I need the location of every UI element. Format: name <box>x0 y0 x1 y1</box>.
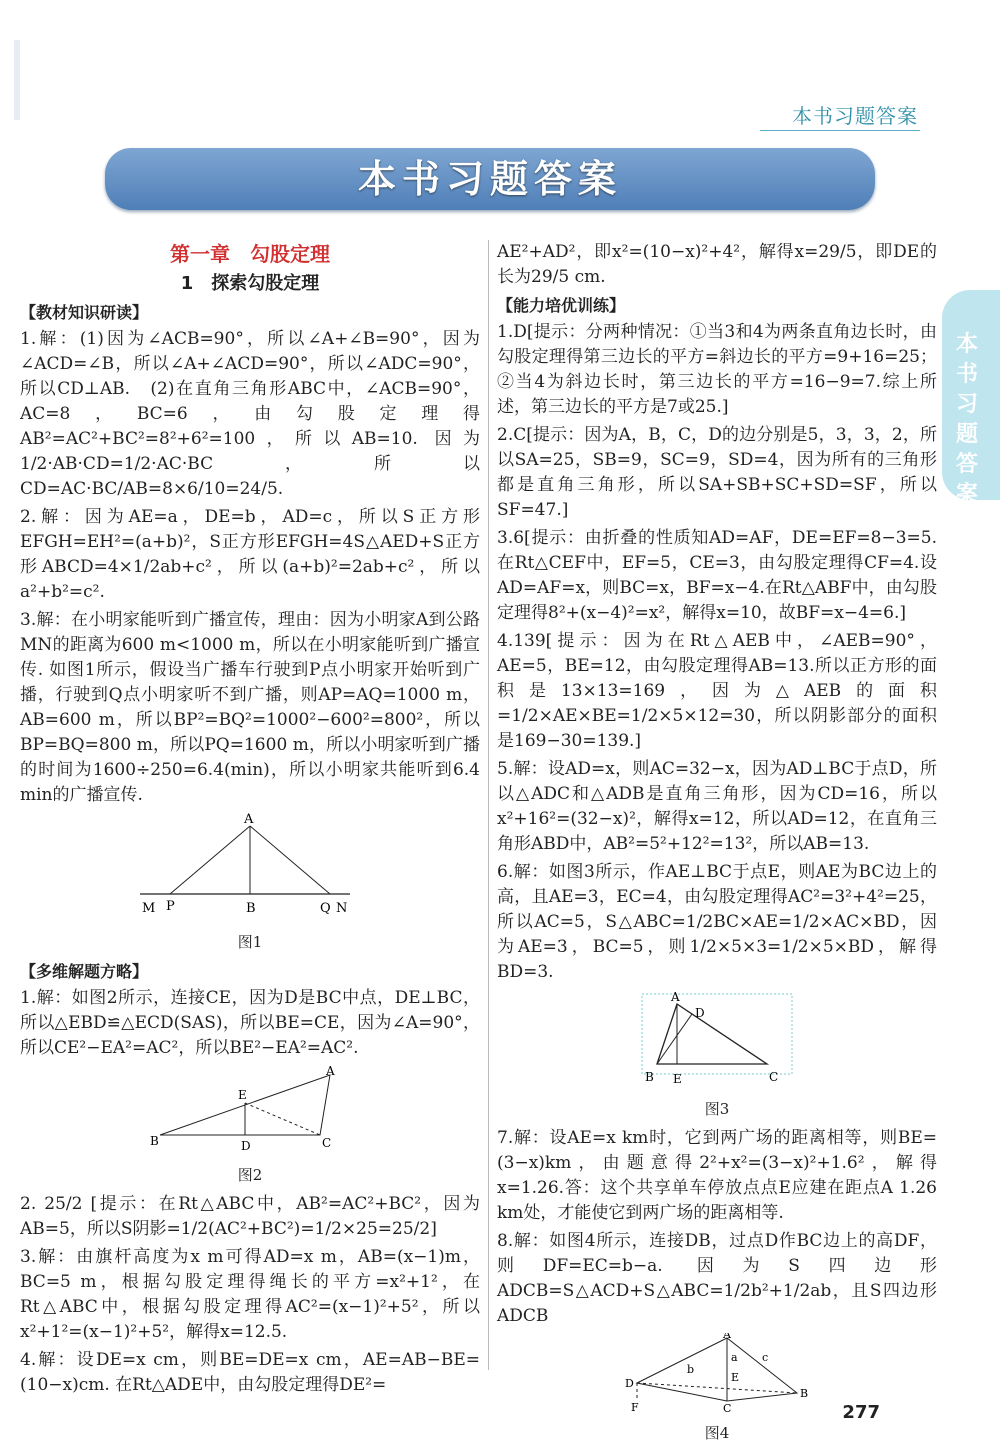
answer-4: 1.解：如图2所示，连接CE，因为D是BC中点，DE⊥BC，所以△EBD≌△ECD(SAS)，所以BE=CE，因为∠A=90°，所以CE²−EA²=AC²，所以BE²−EA²=AC². <box>20 988 480 1058</box>
ability-5: 5.解：设AD=x，则AC=32−x，因为AD⊥BC于点D，所以△ADC和△ADB是直角三角形，因为CD=16，所以x²+16²=(32−x)²，解得x=12，所以AD=12，在直角三角形ABD中，AB²=5²+12²=13²，所以AB=13. <box>497 759 937 854</box>
fig1-label-m: M <box>142 901 156 916</box>
fig3-label-a: A <box>671 990 680 1004</box>
fig4-label-b-lower: b <box>687 1363 695 1376</box>
left-column <box>20 240 480 1401</box>
banner-title: 本书习题答案 <box>357 157 622 201</box>
figure-3-caption: 图3 <box>704 1100 730 1118</box>
figure-4 <box>497 1333 937 1446</box>
fig2-label-c: C <box>322 1136 332 1150</box>
fig1-label-b: B <box>246 901 256 916</box>
column-divider <box>488 240 489 1370</box>
header-rule <box>760 130 920 131</box>
fig1-label-q: Q <box>320 901 331 916</box>
answer-7: 4.解：设DE=x cm，则BE=DE=x cm，AE=AB−BE=(10−x)cm. 在Rt△ADE中，由勾股定理得DE²= <box>20 1350 480 1395</box>
fig4-label-a-lower: a <box>731 1351 738 1364</box>
fig4-label-a: A <box>723 1333 731 1341</box>
fig3-label-b: B <box>645 1070 654 1084</box>
label-ability: 【能力培优训练】 <box>497 296 626 315</box>
fig3-label-d: D <box>695 1006 705 1020</box>
fig4-label-b: B <box>800 1387 809 1400</box>
answer-continued: AE²+AD²，即x²=(10−x)²+4²，解得x=29/5，即DE的长为29/5 cm. <box>497 242 937 287</box>
fig2-label-b: B <box>150 1134 159 1148</box>
ability-6: 6.解：如图3所示，作AE⊥BC于点E，则AE为BC边上的高，且AE=3，EC=4，由勾股定理得AC²=3²+4²=25，所以AC=5，S△ABC=1/2BC×AE=1/2×AC×BD，因为AE=3，BC=5，则1/2×5×3=1/2×5×BD，解得BD=3. <box>497 862 937 982</box>
margin-stripe <box>14 40 20 120</box>
side-tab <box>942 290 1000 507</box>
figure-1 <box>20 812 480 955</box>
answer-1: 1.解：(1)因为∠ACB=90°，所以∠A+∠B=90°，因为∠ACD=∠B，所以∠A+∠ACD=90°，所以∠ADC=90°，所以CD⊥AB. (2)在直角三角形ABC中，∠ACB=90°，AC=8，BC=6，由勾股定理得AB²=AC²+BC²=8²+6²=100，所以AB=10. 因为1/2·AB·CD=1/2·AC·BC，所以CD=AC·BC/AB=8×6/10=24/5. <box>20 329 480 499</box>
label-methods: 【多维解题方略】 <box>20 962 149 981</box>
fig4-label-d: D <box>625 1377 634 1390</box>
fig3-label-e: E <box>673 1072 682 1086</box>
ability-4: 4.139[提示：因为在Rt△AEB中，∠AEB=90°，AE=5，BE=12，由勾股定理得AB=13.所以正方形的面积是13×13=169，因为△AEB的面积=1/2×AE×BE=1/2×5×12=30，所以阴影部分的面积是169−30=139.] <box>497 631 937 751</box>
chapter-title: 第一章 勾股定理 <box>170 242 330 266</box>
fig4-label-c-lower: c <box>762 1351 769 1364</box>
header-tag: 本书习题答案 <box>792 104 918 128</box>
ability-1: 1.D[提示：分两种情况：①当3和4为两条直角边长时，由勾股定理得第三边长的平方=斜边长的平方=9+16=25；②当4为斜边长时，第三边长的平方=16−9=7.综上所述，第三边长的平方是7或25.] <box>497 322 937 417</box>
answer-2: 2.解：因为AE=a，DE=b，AD=c，所以S正方形EFGH=EH²=(a+b)²，S正方形EFGH=4S△AED+S正方形ABCD=4×1/2ab+c²，所以(a+b)²=2ab+c²，所以a²+b²=c². <box>20 507 480 602</box>
fig4-label-c: C <box>723 1402 732 1413</box>
fig1-label-n: N <box>336 901 348 916</box>
ability-8: 8.解：如图4所示，连接DB，过点D作BC边上的高DF，则DF=EC=b−a. 因为S四边形ADCB=S△ACD+S△ABC=1/2b²+1/2ab，且S四边形ADCB <box>497 1231 937 1326</box>
ability-3: 3.6[提示：由折叠的性质知AD=AF，DE=EF=8−3=5.在Rt△CEF中，EF=5，CE=3，由勾股定理得CF=4.设AD=AF=x，则BC=x，BF=x−4.在Rt△ABF中，由勾股定理得8²+(x−4)²=x²，解得x=10，故BF=x−4=6.] <box>497 528 937 623</box>
figure-4-caption: 图4 <box>704 1424 730 1442</box>
answer-3: 3.解：在小明家能听到广播宣传，理由：因为小明家A到公路MN的距离为600 m<1000 m，所以在小明家能听到广播宣传. 如图1所示，假设当广播车行驶到P点小明家开始听到广播，行驶到Q点小明家听不到广播，则AP=AQ=1000 m，AB=600 m，所以BP²=BQ²=1000²−600²=800²，所以BP=BQ=800 m，所以PQ=1600 m，所以小明家听到广播的时间为1600÷250=6.4(min)，所以小明家共能听到6.4 min的广播宣传. <box>20 610 480 805</box>
fig1-label-p: P <box>166 899 175 914</box>
side-tab-text: 本书习题答案 <box>956 332 979 507</box>
figure-2 <box>20 1065 480 1188</box>
answer-6: 3.解：由旗杆高度为x m可得AD=x m，AB=(x−1)m，BC=5 m，根据勾股定理得绳长的平方=x²+1²，在Rt△ABC中，根据勾股定理得AC²=(x−1)²+5²，所以x²+1²=(x−1)²+5²，解得x=12.5. <box>20 1247 480 1342</box>
title-banner <box>105 148 875 210</box>
figure-2-caption: 图2 <box>237 1166 263 1184</box>
answer-5: 2. 25/2 [提示：在Rt△ABC中，AB²=AC²+BC²，因为AB=5，所以S阴影=1/2(AC²+BC²)=1/2×25=25/2] <box>20 1194 480 1239</box>
fig4-label-f: F <box>631 1401 639 1413</box>
fig2-label-e: E <box>238 1088 247 1102</box>
fig1-label-a: A <box>244 812 254 827</box>
section-title: 1 探索勾股定理 <box>180 273 320 294</box>
fig2-label-a: A <box>326 1065 335 1078</box>
page-number: 277 <box>842 1402 880 1423</box>
figure-1-caption: 图1 <box>237 933 263 951</box>
fig2-label-d: D <box>241 1139 251 1153</box>
label-textbook: 【教材知识研读】 <box>20 303 149 322</box>
right-column <box>497 240 937 1450</box>
ability-2: 2.C[提示：因为A，B，C，D的边分别是5，3，3，2，所以SA=25，SB=9，SC=9，SD=4，因为所有的三角形都是直角三角形，所以SA+SB+SC+SD=SF，所以SF=47.] <box>497 425 937 520</box>
fig3-label-c: C <box>769 1070 779 1084</box>
figure-3 <box>497 989 937 1122</box>
fig4-label-e: E <box>731 1371 740 1384</box>
ability-7: 7.解：设AE=x km时，它到两广场的距离相等，则BE=(3−x)km，由题意得2²+x²=(3−x)²+1.6²，解得x=1.26.答：这个共享单车停放点点E应建在距点A 1.26 km处，才能使它到两广场的距离相等. <box>497 1128 937 1223</box>
